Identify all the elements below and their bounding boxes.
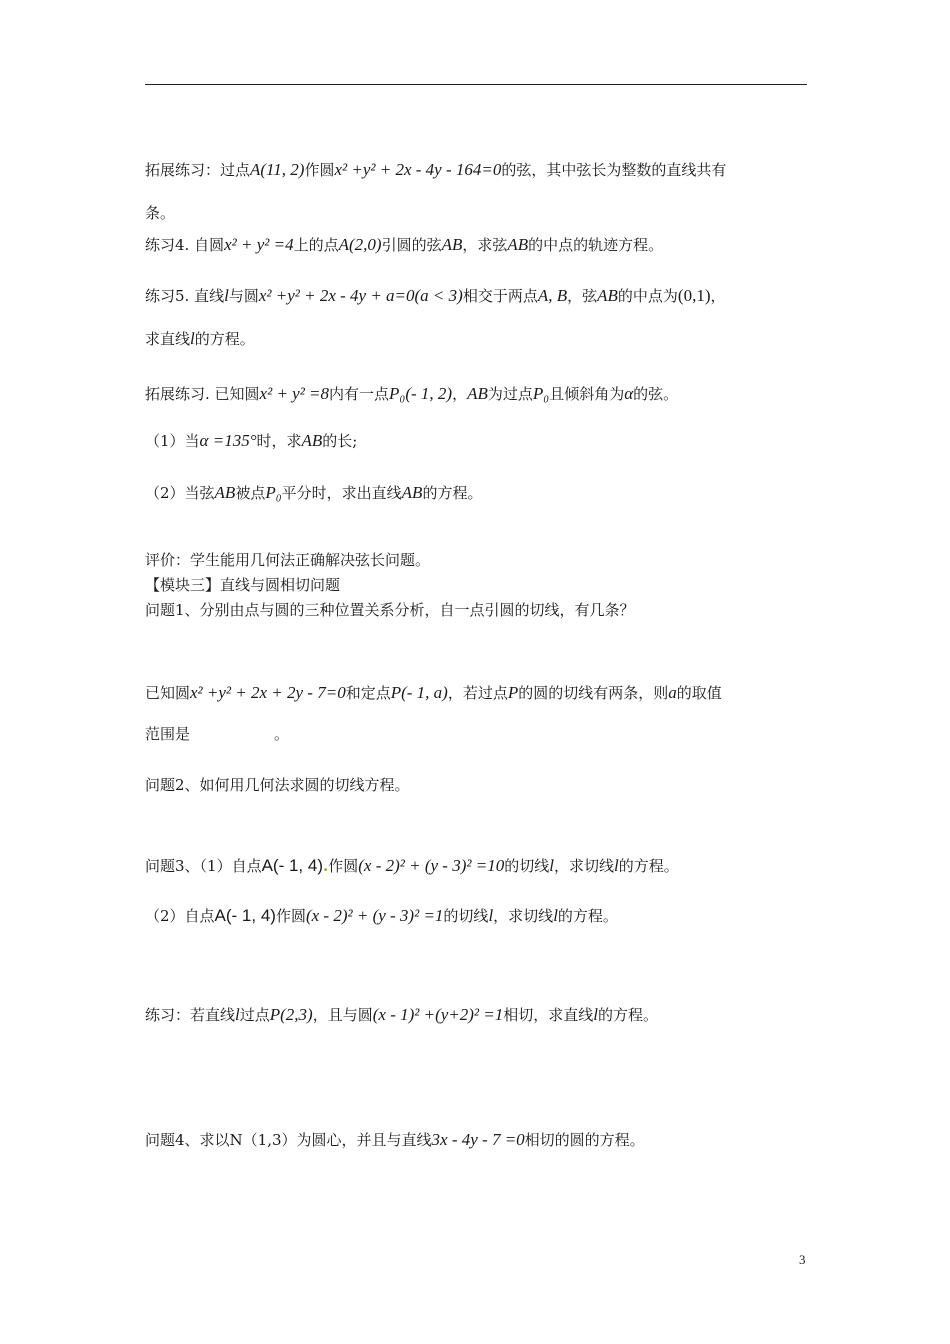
text: 拓展练习. 已知圆 [145, 385, 260, 403]
math: AB [441, 235, 463, 254]
question-3-part-2 [145, 906, 618, 926]
text: 的方程。 [422, 484, 483, 502]
math: A(2,0) [338, 235, 382, 254]
math: P₀(- 1, 2) [389, 384, 453, 403]
math: P₀ [532, 384, 550, 403]
exercise-4 [145, 235, 663, 255]
text: 且倾斜角为 [549, 385, 625, 403]
math: P(- 1, a) [390, 683, 448, 702]
extension-exercise-2 [145, 384, 678, 404]
text: （2）自点 [145, 907, 215, 925]
exercise-5 [145, 286, 726, 306]
known-circle-problem [145, 683, 722, 703]
math: l [553, 906, 558, 925]
text: （1）当 [145, 432, 200, 450]
math: AB [467, 384, 488, 403]
text: 的切线 [504, 857, 550, 875]
math: x² +y² + 2x + 2y - 7=0 [190, 683, 346, 702]
math: α =135° [199, 431, 257, 450]
text: ，弦 [567, 287, 598, 305]
text: 时，求 [256, 432, 302, 450]
math: (0,1) [677, 286, 711, 305]
text: 求直线 [145, 330, 191, 348]
math: x² + y² =8 [259, 384, 330, 403]
text: 【模块三】直线与圆相切问题 [145, 576, 341, 594]
text: ， [452, 385, 468, 403]
text: 的长; [322, 432, 358, 450]
math: AB [301, 431, 323, 450]
tangent-exercise [145, 1005, 658, 1025]
text: 相切，求直线 [503, 1006, 594, 1024]
math: l [224, 286, 229, 305]
math: P(2,3) [269, 1005, 313, 1024]
text: ， [710, 287, 726, 305]
math: 3x - 4y - 7 =0 [431, 1130, 525, 1149]
text: 练习：若直线 [145, 1006, 236, 1024]
text: 为过点 [487, 385, 533, 403]
text: 问题1、分别由点与圆的三种位置关系分析，自一点引圆的切线，有几条？ [145, 601, 635, 619]
text: 相交于两点 [462, 287, 538, 305]
math: AB [401, 483, 423, 502]
math: α [624, 384, 634, 403]
math: P [507, 683, 519, 702]
math: l [613, 856, 619, 875]
math: AB [597, 286, 618, 305]
math: AB [507, 235, 529, 254]
text: 问题4、求以N（1,3）为圆心，并且与直线 [145, 1131, 432, 1149]
text: 已知圆 [145, 684, 191, 702]
math: (x - 1)² +(y+2)² =1 [372, 1005, 504, 1024]
text: 内有一点 [329, 385, 390, 403]
text: 和定点 [345, 684, 391, 702]
text: 过点 [239, 1006, 270, 1024]
text: 被点 [235, 484, 266, 502]
text: 拓展练习：过点 [145, 161, 251, 179]
math: a [668, 683, 677, 702]
math: x² + y² =4 [224, 235, 294, 254]
text: 问题2、如何用几何法求圆的切线方程。 [145, 776, 410, 794]
text: 评价：学生能用几何法正确解决弦长问题。 [145, 551, 431, 569]
text: 练习4. 自圆 [145, 236, 225, 254]
text: 作圆 [275, 907, 306, 925]
math: x² +y² + 2x - 4y + a=0(a < 3) [258, 286, 463, 305]
math: AB [214, 483, 236, 502]
text: 范围是 [145, 725, 191, 743]
extension-exercise-1-cont [145, 203, 175, 223]
math: (x - 2)² + (y - 3)² =1 [305, 906, 444, 925]
text: 引圆的弦 [381, 236, 442, 254]
text: 条。 [145, 204, 176, 222]
known-circle-problem-cont [145, 724, 289, 744]
math: x² +y² + 2x - 4y - 164=0 [334, 160, 502, 179]
text: 的取值 [676, 684, 722, 702]
text: 。 [274, 725, 290, 743]
text: 上的点 [293, 236, 339, 254]
text: 作圆 [304, 161, 335, 179]
text: 的弦。 [633, 385, 679, 403]
sub-question-1 [145, 431, 357, 451]
question-1 [145, 600, 635, 620]
text: ，且与圆 [312, 1006, 373, 1024]
sub-question-2 [145, 483, 482, 503]
text: 问题3、（1）自点 [145, 857, 262, 875]
math: l [190, 329, 195, 348]
math: A(11, 2) [250, 160, 305, 179]
text: 的中点的轨迹方程。 [528, 236, 664, 254]
header-rule [145, 84, 807, 85]
text: （2）当弦 [145, 484, 215, 502]
math: (x - 2)² + (y - 3)² =10 [358, 856, 505, 875]
text: . [323, 857, 329, 875]
math: l [235, 1005, 240, 1024]
text: 的中点为 [617, 287, 678, 305]
math: A, B [537, 286, 568, 305]
text: 的切线 [443, 907, 489, 925]
text: 的方程。 [618, 857, 679, 875]
math: P₀ [265, 483, 282, 502]
text: 相切的圆的方程。 [524, 1131, 645, 1149]
text: ，求切线 [493, 907, 554, 925]
question-3-part-1 [145, 856, 679, 876]
page-number: 3 [799, 1252, 806, 1267]
text: 与圆 [228, 287, 259, 305]
text: 的方程。 [557, 907, 618, 925]
text: ，若过点 [447, 684, 508, 702]
text: 的方程。 [194, 330, 255, 348]
text: 平分时，求出直线 [281, 484, 402, 502]
text: 练习5. 直线 [145, 287, 225, 305]
module-three-heading [145, 575, 340, 595]
math: l [549, 856, 554, 875]
math: l [593, 1005, 599, 1024]
math: A(- 1, 4) [214, 906, 276, 925]
math: A(- 1, 4) [261, 856, 323, 875]
question-2 [145, 775, 410, 795]
text: ，求弦 [462, 236, 508, 254]
question-4 [145, 1130, 645, 1150]
text: 作圆 [328, 857, 359, 875]
extension-exercise-1 [145, 160, 726, 180]
text: 的弦，其中弦长为整数的直线共有 [501, 161, 727, 179]
text: 的圆的切线有两条，则 [518, 684, 669, 702]
text: 的方程。 [598, 1006, 659, 1024]
evaluation [145, 550, 430, 570]
exercise-5-cont [145, 329, 255, 349]
text: ，求切线 [553, 857, 614, 875]
math: l [488, 906, 494, 925]
